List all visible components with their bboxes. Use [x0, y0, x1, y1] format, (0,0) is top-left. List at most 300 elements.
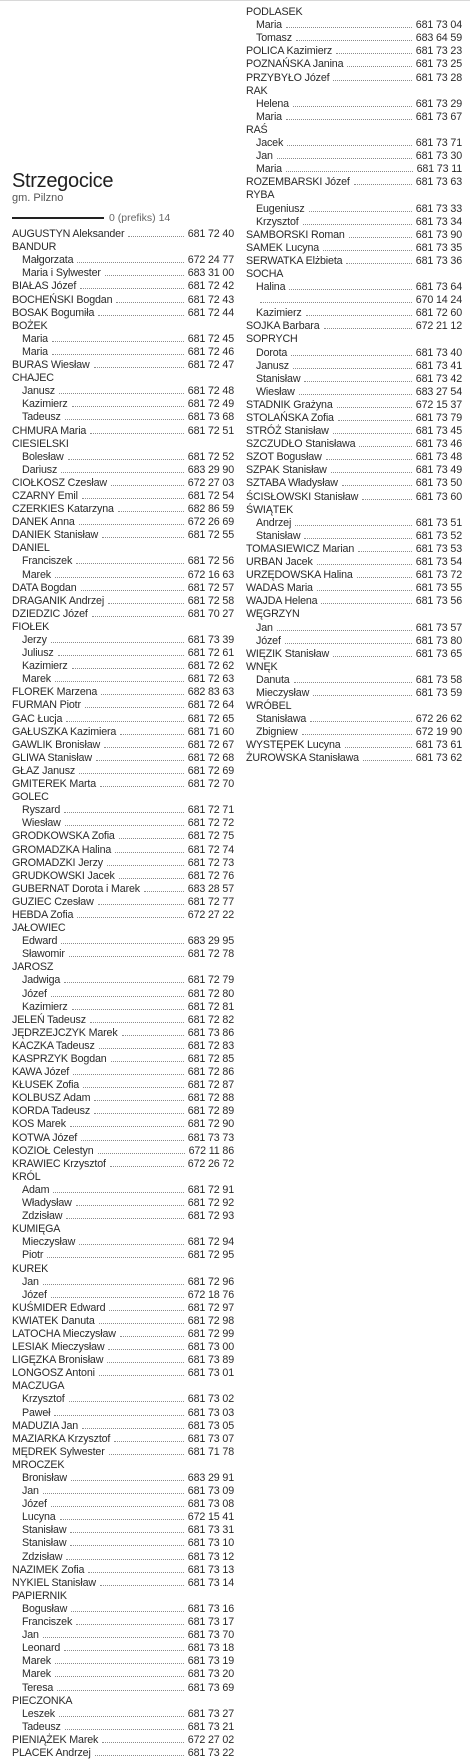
listing-row	[246, 594, 462, 607]
listing-name: DATA Bogdan	[12, 581, 77, 594]
dot-leader	[120, 1336, 184, 1337]
listing-row	[246, 372, 462, 385]
phone-number: 681 72 86	[187, 1066, 234, 1079]
phone-number: 681 73 30	[415, 150, 462, 163]
dot-leader	[287, 145, 412, 146]
surname-heading	[12, 960, 234, 973]
listing-name: PRZYBYŁO Józef	[246, 71, 330, 84]
surname-heading	[12, 1458, 234, 1471]
listing-row	[12, 1523, 234, 1536]
listing-name: Janusz	[22, 385, 55, 398]
listing-name: CHMURA Maria	[12, 424, 87, 437]
listing-row	[246, 228, 462, 241]
listing-row	[12, 738, 234, 751]
dot-leader	[64, 1650, 184, 1651]
listing-name: URZĘDOWSKA Halina	[246, 569, 353, 582]
dot-leader	[64, 812, 184, 813]
listing-row	[12, 1091, 234, 1104]
listing-name: CIESIELSKI	[12, 437, 69, 450]
phone-number: 683 64 59	[415, 32, 462, 45]
dot-leader	[303, 224, 412, 225]
phone-number: 681 73 86	[187, 1026, 234, 1039]
listing-name: POZNAŃSKA Janina	[246, 58, 344, 71]
listing-row	[246, 293, 462, 306]
listing-name: Jan	[256, 621, 273, 634]
phone-number: 681 72 58	[187, 594, 234, 607]
listing-name: GOLEC	[12, 791, 49, 804]
listing-name: Maria	[22, 332, 48, 345]
phone-number: 681 73 48	[415, 451, 462, 464]
phone-number: 681 73 05	[187, 1419, 234, 1432]
dot-leader	[43, 1637, 184, 1638]
dot-leader	[70, 1126, 184, 1127]
phone-number: 681 72 52	[187, 450, 234, 463]
listing-row	[12, 1117, 234, 1130]
phone-number: 681 72 73	[187, 856, 234, 869]
phone-number: 681 72 61	[187, 647, 234, 660]
surname-heading	[246, 332, 462, 345]
dot-leader	[108, 603, 184, 604]
listing-name: Maria	[22, 345, 48, 358]
phone-number: 681 72 40	[187, 228, 234, 241]
dot-leader	[304, 538, 411, 539]
listing-row	[246, 568, 462, 581]
listing-name: Kazimierz	[22, 660, 68, 673]
listing-name: SZCZUDŁO Stanisława	[246, 438, 356, 451]
dot-leader	[115, 852, 184, 853]
listing-row	[12, 1471, 234, 1484]
listing-row	[246, 319, 462, 332]
listing-name: Sławomir	[22, 948, 65, 961]
phone-number: 681 73 10	[187, 1537, 234, 1550]
listing-name: JAŁOWIEC	[12, 922, 66, 935]
phone-number: 681 73 34	[415, 215, 462, 228]
listing-name: GLIWA Stanisław	[12, 751, 92, 764]
surname-heading	[246, 699, 462, 712]
phone-number: 681 73 22	[187, 1746, 234, 1759]
dot-leader	[120, 734, 184, 735]
listing-row	[246, 175, 462, 188]
phone-number: 681 72 74	[187, 843, 234, 856]
phone-number: 681 73 17	[187, 1616, 234, 1629]
listing-name: DZIEDZIC Józef	[12, 607, 88, 620]
dot-leader	[357, 577, 412, 578]
phone-number: 681 72 94	[187, 1236, 234, 1249]
listing-name: SZTABA Władysław	[246, 477, 338, 490]
dot-leader	[77, 917, 183, 918]
dot-leader	[98, 1153, 185, 1154]
dot-leader	[76, 563, 184, 564]
dot-leader	[53, 1192, 183, 1193]
listing-row	[12, 659, 234, 672]
listing-row	[246, 738, 462, 751]
listing-name: PAPIERNIK	[12, 1589, 67, 1602]
phone-number: 681 73 35	[415, 241, 462, 254]
phone-number: 681 73 62	[415, 752, 462, 765]
page-title: Strzegocice	[12, 170, 114, 192]
listing-name: Kazimierz	[22, 1000, 68, 1013]
listing-name: Tomasz	[256, 32, 292, 45]
listing-row	[12, 816, 234, 829]
listing-name: Mieczysław	[22, 1236, 76, 1249]
listing-name: TOMASIEWICZ Marian	[246, 542, 355, 555]
listing-name: STADNIK Grażyna	[246, 398, 333, 411]
listing-row	[12, 423, 234, 436]
listing-name: Helena	[256, 97, 289, 110]
surname-heading	[246, 84, 462, 97]
listing-name: KOTWA Józef	[12, 1131, 78, 1144]
listing-row	[12, 1196, 234, 1209]
listing-name: JĘDRZEJCZYK Marek	[12, 1026, 118, 1039]
dot-leader	[333, 433, 412, 434]
listing-row	[246, 450, 462, 463]
dot-leader	[70, 1545, 183, 1546]
phone-number: 681 72 69	[187, 764, 234, 777]
listing-name: Bronisław	[22, 1472, 67, 1484]
dot-leader	[94, 1113, 184, 1114]
listing-row	[12, 1576, 234, 1589]
listing-row	[12, 1366, 234, 1379]
listing-row	[12, 1563, 234, 1576]
dot-leader	[71, 1480, 184, 1481]
listing-name: Paweł	[22, 1406, 51, 1419]
listing-row	[246, 57, 462, 70]
dot-leader	[302, 734, 412, 735]
listing-row	[12, 1536, 234, 1549]
dot-leader	[94, 1100, 183, 1101]
listing-row	[12, 607, 234, 620]
listing-name: Franciszek	[22, 555, 73, 568]
dot-leader	[65, 1729, 184, 1730]
dot-leader	[362, 499, 412, 500]
phone-number: 681 72 81	[187, 1000, 234, 1013]
listing-name: GAWLIK Bronisław	[12, 738, 101, 751]
listing-name: CIOŁKOSZ Czesław	[12, 476, 107, 489]
dot-leader	[299, 394, 412, 395]
listing-name: KRÓL	[12, 1170, 41, 1183]
dot-leader	[61, 943, 183, 944]
listing-name: Zbigniew	[256, 726, 298, 739]
dot-leader	[354, 184, 412, 185]
listing-row	[12, 1340, 234, 1353]
listing-name: Teresa	[22, 1681, 54, 1694]
surname-heading	[246, 5, 462, 18]
listing-row	[12, 410, 234, 423]
listing-name: Kazimierz	[256, 307, 302, 320]
listing-name: BIAŁAS Józef	[12, 280, 77, 293]
listing-row	[246, 751, 462, 764]
dot-leader	[100, 1585, 184, 1586]
phone-number: 681 73 71	[415, 137, 462, 150]
phone-number: 681 72 65	[187, 712, 234, 725]
phone-number: 681 73 13	[187, 1563, 234, 1576]
dot-leader	[114, 1441, 184, 1442]
dot-leader	[358, 551, 412, 552]
phone-number: 681 73 27	[187, 1707, 234, 1720]
phone-number: 681 72 46	[187, 345, 234, 358]
dot-leader	[323, 250, 412, 251]
listing-name: ŻUROWSKA Stanisława	[246, 752, 359, 765]
dot-leader	[69, 956, 184, 957]
listing-row	[246, 31, 462, 44]
listing-row	[12, 1130, 234, 1143]
phone-number: 681 72 62	[187, 660, 234, 673]
listing-name: ROZEMBARSKI Józef	[246, 176, 350, 189]
dot-leader	[59, 393, 184, 394]
phone-number: 681 73 61	[415, 739, 462, 752]
dot-leader	[291, 355, 412, 356]
dot-leader	[57, 1690, 184, 1691]
phone-number: 681 73 25	[415, 58, 462, 71]
listing-row	[246, 634, 462, 647]
listing-row	[12, 1353, 234, 1366]
listing-name: KOS Marek	[12, 1118, 66, 1131]
phone-number: 672 26 69	[187, 516, 234, 529]
listing-name: Krzysztof	[256, 215, 299, 228]
listing-name: MROCZEK	[12, 1458, 65, 1471]
dot-leader	[286, 171, 413, 172]
phone-number: 672 11 86	[188, 1144, 234, 1157]
listing-row	[12, 895, 234, 908]
listing-row	[246, 306, 462, 319]
top-rule	[0, 0, 470, 1]
listing-row	[12, 450, 234, 463]
dot-leader	[289, 289, 411, 290]
listing-name: Zdzisław	[22, 1210, 63, 1223]
phone-number: 681 72 57	[187, 581, 234, 594]
listing-row	[12, 1314, 234, 1327]
listing-row	[12, 489, 234, 502]
listing-name: Wiesław	[256, 385, 295, 398]
phone-number: 681 72 49	[187, 398, 234, 411]
phone-number: 681 73 69	[187, 1681, 234, 1694]
dot-leader	[55, 1676, 184, 1677]
phone-number: 681 73 89	[187, 1354, 234, 1367]
phone-number: 672 16 63	[187, 568, 234, 581]
listing-name: Tadeusz	[22, 411, 61, 424]
listing-name: Adam	[22, 1183, 50, 1196]
phone-number: 681 72 91	[187, 1183, 234, 1196]
surname-heading	[246, 660, 462, 673]
phone-number: 681 72 90	[187, 1118, 234, 1131]
phone-number: 683 31 00	[187, 267, 234, 280]
dot-leader	[109, 1310, 183, 1311]
listing-name: Maria i Sylwester	[22, 267, 101, 280]
listing-name: Jerzy	[22, 634, 47, 646]
phone-number: 681 72 98	[187, 1314, 234, 1327]
phone-number: 681 73 79	[415, 412, 462, 424]
dot-leader	[109, 1454, 184, 1455]
phone-number: 681 72 67	[187, 738, 234, 751]
listing-row	[12, 1235, 234, 1248]
dot-leader	[342, 485, 412, 486]
dot-leader	[104, 747, 184, 748]
dot-leader	[95, 1755, 184, 1756]
prefix-line	[12, 211, 234, 225]
listing-name: KŁUSEK Zofia	[12, 1079, 80, 1092]
listing-name: FLOREK Marzena	[12, 686, 98, 699]
listing-row	[246, 437, 462, 450]
listing-row	[12, 1026, 234, 1039]
listing-name: Jan	[22, 1485, 39, 1498]
dot-leader	[68, 459, 184, 460]
listing-row	[12, 476, 234, 489]
listing-name: NAZIMEK Zofia	[12, 1563, 85, 1576]
listing-name: Marek	[22, 1668, 51, 1681]
phone-number: 681 72 83	[187, 1039, 234, 1052]
listing-name: SAMBORSKI Roman	[246, 228, 345, 241]
listing-row	[12, 1602, 234, 1615]
surname-heading	[12, 921, 234, 934]
listing-name: WNĘK	[246, 660, 278, 673]
listing-name: STOLAŃSKA Zofia	[246, 412, 334, 424]
listing-name: KUREK	[12, 1262, 49, 1275]
listing-row	[12, 1392, 234, 1405]
listing-row	[246, 542, 462, 555]
listing-name: Leonard	[22, 1642, 61, 1655]
dot-leader	[277, 630, 412, 631]
listing-name: LATOCHA Mieczysław	[12, 1327, 116, 1340]
prefix-label: 0 (prefiks) 14	[109, 212, 171, 224]
dot-leader	[293, 368, 412, 369]
listing-row	[12, 1628, 234, 1641]
listing-name: WADAS Maria	[246, 582, 313, 595]
phone-number: 672 15 37	[415, 398, 462, 411]
surname-heading	[12, 790, 234, 803]
phone-number: 681 73 07	[187, 1432, 234, 1445]
listing-name: Bogusław	[22, 1602, 68, 1615]
listing-row	[246, 424, 462, 437]
listing-name: SOJKA Barbara	[246, 320, 320, 333]
dot-leader	[69, 1401, 184, 1402]
dot-leader	[54, 1415, 183, 1416]
listing-name: RAK	[246, 84, 268, 97]
dot-leader	[98, 315, 184, 316]
listing-name: SAMEK Lucyna	[246, 241, 320, 254]
phone-number: 681 72 95	[187, 1249, 234, 1262]
listing-name: KACZKA Tadeusz	[12, 1039, 95, 1052]
listing-row	[246, 110, 462, 123]
listing-row	[246, 241, 462, 254]
listing-name: HEBDA Zofia	[12, 908, 74, 921]
dot-leader	[286, 27, 412, 28]
dot-leader	[43, 1284, 184, 1285]
listing-row	[246, 712, 462, 725]
listing-name: Jan	[22, 1629, 39, 1642]
listing-name: SOCHA	[246, 267, 284, 280]
dot-leader	[118, 511, 184, 512]
phone-number: 681 72 55	[187, 529, 234, 542]
listing-name: Mieczysław	[256, 686, 310, 699]
listing-row	[12, 306, 234, 319]
listing-name: CZERKIES Katarzyna	[12, 503, 114, 516]
listing-name: RAŚ	[246, 123, 268, 136]
listing-name: KWIATEK Danuta	[12, 1314, 95, 1327]
listing-name: SOPRYCH	[246, 333, 298, 346]
listing-name: Stanisława	[256, 713, 307, 726]
phone-number: 681 73 52	[415, 529, 462, 542]
municipality-label: gm. Pilzno	[12, 192, 64, 204]
phone-number: 681 73 20	[187, 1668, 234, 1681]
dot-leader	[99, 1048, 184, 1049]
listing-name: Zdzisław	[22, 1550, 63, 1563]
dot-leader	[82, 1428, 184, 1429]
dot-leader	[331, 472, 412, 473]
phone-number: 681 71 60	[187, 725, 234, 738]
dot-leader	[72, 668, 184, 669]
dot-leader	[47, 1257, 184, 1258]
dot-leader	[83, 1087, 184, 1088]
listing-row	[246, 149, 462, 162]
listing-row	[12, 1445, 234, 1458]
listing-row	[12, 515, 234, 528]
place-header	[12, 170, 234, 224]
listing-row	[12, 1275, 234, 1288]
listing-name: Leszek	[22, 1707, 55, 1720]
phone-number: 683 29 91	[187, 1472, 234, 1484]
listing-row	[12, 646, 234, 659]
listing-name: Józef	[256, 634, 281, 647]
phone-number: 681 73 73	[187, 1131, 234, 1144]
listing-name: STRÓŻ Stanisław	[246, 425, 329, 438]
listing-row	[246, 136, 462, 149]
listing-row	[12, 1052, 234, 1065]
listing-name: BANDUR	[12, 241, 57, 254]
listing-row	[12, 1013, 234, 1026]
listing-row	[12, 908, 234, 921]
listing-name: RYBA	[246, 189, 275, 202]
listing-row	[12, 332, 234, 345]
dot-leader	[317, 564, 412, 565]
listing-row	[12, 1510, 234, 1523]
listing-row	[12, 986, 234, 999]
listing-name: Piotr	[22, 1249, 44, 1262]
phone-number: 681 73 12	[187, 1550, 234, 1563]
listing-row	[12, 1707, 234, 1720]
listing-row	[12, 1039, 234, 1052]
phone-number: 681 72 44	[187, 306, 234, 319]
listing-name: Marek	[22, 1655, 51, 1668]
listing-row	[246, 162, 462, 175]
phone-number: 672 27 03	[187, 476, 234, 489]
phone-number: 683 29 90	[187, 463, 234, 476]
dot-leader	[77, 262, 183, 263]
listing-row	[246, 411, 462, 424]
listing-name: Józef	[22, 1288, 47, 1301]
surname-heading	[12, 1170, 234, 1183]
dot-leader	[51, 1297, 184, 1298]
phone-number: 681 72 76	[187, 869, 234, 882]
listing-name: Stanisław	[256, 372, 301, 385]
dot-leader	[102, 537, 184, 538]
listing-name: Andrzej	[256, 516, 292, 529]
listing-name: GUZIEC Czesław	[12, 895, 94, 908]
listing-name: CZARNY Emil	[12, 489, 78, 502]
listing-name: GŁAZ Janusz	[12, 764, 76, 777]
dot-leader	[277, 158, 412, 159]
phone-number: 681 73 31	[187, 1524, 234, 1537]
listing-name: BURAS Wiesław	[12, 359, 90, 372]
dot-leader	[79, 524, 184, 525]
listing-row	[12, 1615, 234, 1628]
listing-row	[12, 685, 234, 698]
dot-leader	[76, 1624, 184, 1625]
dot-leader	[73, 1074, 184, 1075]
dot-leader	[52, 341, 184, 342]
listing-row	[12, 1720, 234, 1733]
dot-leader	[90, 1022, 184, 1023]
phone-number: 681 72 70	[187, 778, 234, 791]
